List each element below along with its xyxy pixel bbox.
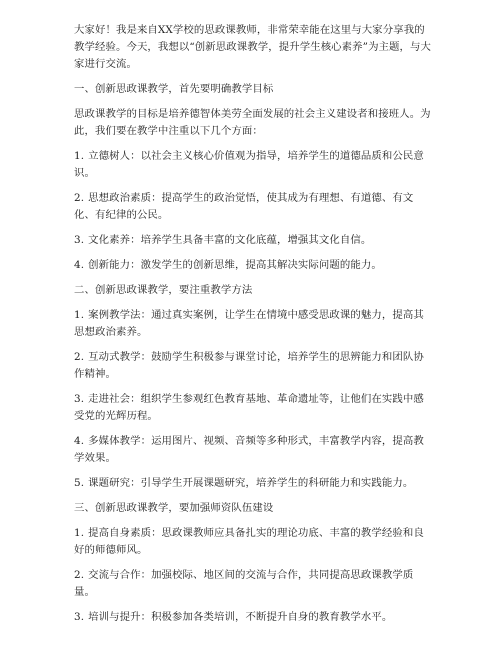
list-item-number: 4. <box>74 435 85 447</box>
list-item <box>74 609 434 626</box>
section-1-paragraph: 思政课教学的目标是培养德智体美劳全面发展的社会主义建设者和接班人。为此，我们要在教学中注重以下几个方面： <box>74 108 431 137</box>
list-item <box>74 190 434 224</box>
list-item-text: 文化素养：培养学生具备丰富的文化底蕴，增强其文化自信。 <box>88 234 372 246</box>
section-3-heading: 三、创新思政课教学，要加强师资队伍建设 <box>74 502 274 514</box>
list-item-text: 思想政治素质：提高学生的政治觉悟，使其成为有理想、有道德、有文化、有纪律的公民。 <box>74 192 414 221</box>
list-item <box>74 475 434 492</box>
list-item-number: 4. <box>74 259 85 271</box>
list-item-text: 培训与提升：积极参加各类培训，不断提升自身的教育教学水平。 <box>88 611 393 623</box>
list-item-text: 互动式教学：鼓励学生积极参与课堂讨论，培养学生的思辨能力和团队协作精神。 <box>74 351 424 380</box>
list-item-text: 案例教学法：通过真实案例，让学生在情境中感受思政课的魅力，提高其思想政治素养。 <box>74 309 424 338</box>
list-item <box>74 257 434 274</box>
list-item-number: 3. <box>74 234 85 246</box>
list-item-number: 1. <box>74 527 85 539</box>
list-item-number: 2. <box>74 351 85 363</box>
list-item-number: 1. <box>74 150 85 162</box>
list-item <box>74 349 434 383</box>
list-item-text: 走进社会：组织学生参观红色教育基地、革命遗址等，让他们在实践中感受党的光辉历程。 <box>74 393 424 422</box>
list-item-number: 2. <box>74 569 85 581</box>
list-item <box>74 525 434 559</box>
intro-paragraph: 大家好！我是来自XX学校的思政课教师，非常荣幸能在这里与大家分享我的教学经验。今天，我想以“创新思政课教学，提升学生核心素养”为主题，与大家进行交流。 <box>74 24 432 70</box>
list-item <box>74 307 434 341</box>
list-item-number: 3. <box>74 393 85 405</box>
list-item <box>74 567 434 601</box>
list-item <box>74 433 434 467</box>
list-item <box>74 148 434 182</box>
document-page <box>74 22 434 634</box>
list-item-number: 1. <box>74 309 85 321</box>
list-item-text: 交流与合作：加强校际、地区间的交流与合作，共同提高思政课教学质量。 <box>74 569 414 598</box>
section-1-heading: 一、创新思政课教学，首先要明确教学目标 <box>74 83 274 95</box>
list-item-number: 5. <box>74 477 85 489</box>
list-item-text: 立德树人：以社会主义核心价值观为指导，培养学生的道德品质和公民意识。 <box>74 150 424 179</box>
list-item-text: 创新能力：激发学生的创新思维，提高其解决实际问题的能力。 <box>88 259 382 271</box>
list-item-text: 提高自身素质：思政课教师应具备扎实的理论功底、丰富的教学经验和良好的师德师风。 <box>74 527 424 556</box>
list-item-text: 课题研究：引导学生开展课题研究，培养学生的科研能力和实践能力。 <box>88 477 414 489</box>
list-item <box>74 232 434 249</box>
list-item-number: 3. <box>74 611 85 623</box>
section-2-heading: 二、创新思政课教学，要注重教学方法 <box>74 284 253 296</box>
list-item-number: 2. <box>74 192 85 204</box>
list-item-text: 多媒体教学：运用图片、视频、音频等多种形式，丰富教学内容，提高教学效果。 <box>74 435 424 464</box>
list-item <box>74 391 434 425</box>
